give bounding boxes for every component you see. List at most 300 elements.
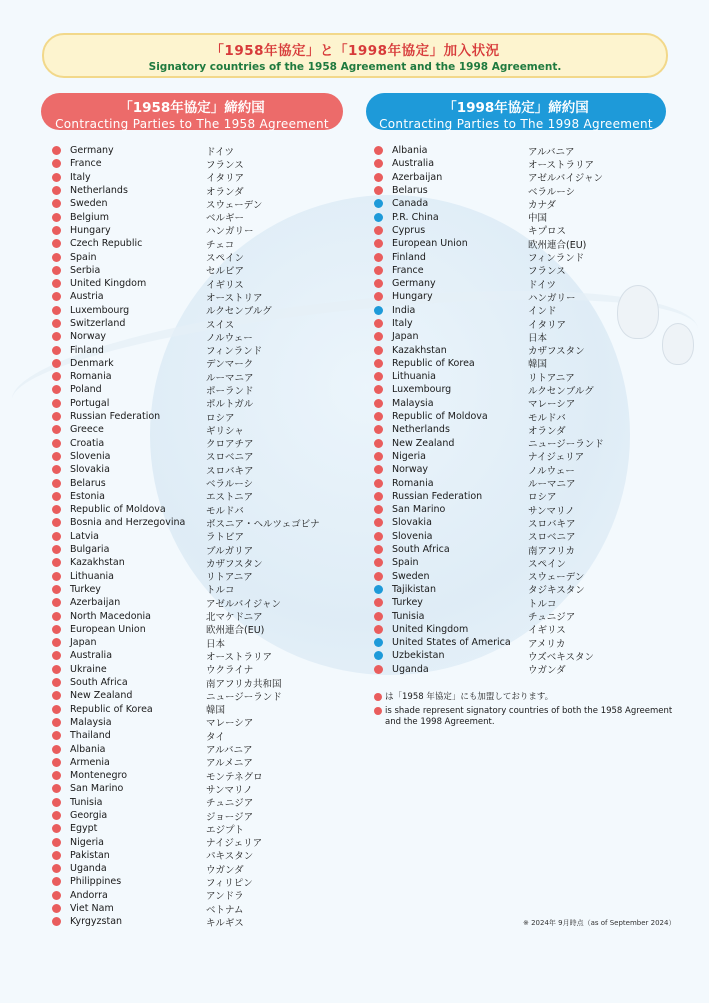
country-name-jp: ルクセンブルグ bbox=[206, 306, 272, 318]
country-row bbox=[374, 663, 604, 676]
country-name-jp: 韓国 bbox=[528, 359, 548, 371]
red-dot-icon bbox=[52, 598, 61, 607]
country-name-en: European Union bbox=[70, 623, 146, 635]
country-name-jp: ベトナム bbox=[206, 904, 244, 916]
country-row bbox=[52, 264, 320, 277]
country-name-en: Lithuania bbox=[70, 570, 115, 582]
country-name-en: Philippines bbox=[70, 876, 122, 888]
red-dot-icon bbox=[374, 532, 383, 541]
red-dot-icon bbox=[374, 479, 383, 488]
country-name-jp: ボスニア・ヘルツェゴビナ bbox=[206, 518, 320, 530]
country-name-en: Albania bbox=[392, 145, 428, 157]
red-dot-icon bbox=[52, 545, 61, 554]
country-row bbox=[374, 530, 604, 543]
red-dot-icon bbox=[374, 452, 383, 461]
country-row bbox=[374, 596, 604, 609]
red-dot-icon bbox=[52, 891, 61, 900]
country-row bbox=[52, 330, 320, 343]
country-name-jp: ロシア bbox=[528, 492, 557, 504]
country-row bbox=[52, 171, 320, 184]
red-dot-icon bbox=[52, 492, 61, 501]
country-name-en: Latvia bbox=[70, 530, 99, 542]
country-name-en: Kazakhstan bbox=[70, 557, 125, 569]
country-row bbox=[52, 437, 320, 450]
country-name-jp: チュニジア bbox=[528, 612, 576, 624]
red-dot-icon bbox=[374, 346, 383, 355]
country-row bbox=[374, 237, 604, 250]
red-dot-icon bbox=[52, 851, 61, 860]
country-row bbox=[52, 649, 320, 662]
right-country-list bbox=[374, 144, 604, 676]
country-name-jp: モンテネグロ bbox=[206, 771, 263, 783]
red-dot-icon bbox=[52, 532, 61, 541]
legend-note-en: is shade represent signatory countries of both the 1958 Agreement and the 1998 Agreement. bbox=[385, 706, 673, 727]
red-dot-icon bbox=[374, 173, 383, 182]
country-name-jp: アンドラ bbox=[206, 891, 244, 903]
country-name-en: Australia bbox=[70, 650, 113, 662]
red-dot-icon bbox=[374, 707, 382, 715]
country-name-jp: スロベニア bbox=[528, 532, 576, 544]
country-name-en: Belarus bbox=[70, 477, 106, 489]
country-row bbox=[52, 596, 320, 609]
legend bbox=[374, 690, 675, 728]
country-row bbox=[52, 383, 320, 396]
country-row bbox=[374, 277, 604, 290]
red-dot-icon bbox=[374, 266, 383, 275]
country-row bbox=[52, 357, 320, 370]
red-dot-icon bbox=[52, 638, 61, 647]
country-row bbox=[374, 410, 604, 423]
red-dot-icon bbox=[374, 572, 383, 581]
country-row bbox=[52, 729, 320, 742]
country-row bbox=[374, 357, 604, 370]
red-dot-icon bbox=[374, 226, 383, 235]
country-row bbox=[374, 649, 604, 662]
country-row bbox=[52, 862, 320, 875]
red-dot-icon bbox=[52, 917, 61, 926]
country-name-en: Egypt bbox=[70, 823, 98, 835]
country-name-jp: 欧州連合(EU) bbox=[528, 239, 587, 251]
country-row bbox=[374, 144, 604, 157]
country-name-en: Azerbaijan bbox=[392, 171, 443, 183]
country-row bbox=[52, 676, 320, 689]
country-name-en: Croatia bbox=[70, 437, 105, 449]
country-name-jp: サンマリノ bbox=[528, 505, 575, 517]
country-row bbox=[52, 250, 320, 263]
country-row bbox=[374, 317, 604, 330]
country-name-en: Kazakhstan bbox=[392, 344, 447, 356]
country-name-jp: カナダ bbox=[528, 199, 557, 211]
red-dot-icon bbox=[52, 838, 61, 847]
country-name-jp: ベラルーシ bbox=[528, 186, 576, 198]
country-name-jp: スペイン bbox=[206, 253, 245, 265]
country-row bbox=[52, 769, 320, 782]
country-name-jp: ハンガリー bbox=[528, 292, 576, 304]
country-name-en: New Zealand bbox=[70, 690, 133, 702]
country-name-en: Spain bbox=[70, 251, 97, 263]
country-name-en: Netherlands bbox=[70, 185, 128, 197]
country-name-jp: スロバキア bbox=[528, 518, 576, 530]
country-name-en: Czech Republic bbox=[70, 238, 143, 250]
country-name-jp: オランダ bbox=[206, 186, 244, 198]
country-name-en: Norway bbox=[70, 331, 107, 343]
country-row bbox=[374, 476, 604, 489]
red-dot-icon bbox=[52, 173, 61, 182]
red-dot-icon bbox=[374, 425, 383, 434]
country-name-en: Sweden bbox=[392, 570, 430, 582]
country-name-jp: 日本 bbox=[528, 332, 548, 344]
country-row bbox=[52, 782, 320, 795]
red-dot-icon bbox=[52, 279, 61, 288]
left-panel-title-jp: 「1958年協定」締約国 bbox=[119, 100, 265, 116]
country-row bbox=[52, 210, 320, 223]
country-name-en: France bbox=[70, 158, 102, 170]
country-name-jp: ジョージア bbox=[206, 811, 254, 823]
country-name-jp: 韓国 bbox=[206, 705, 226, 717]
country-name-jp: デンマーク bbox=[206, 359, 254, 371]
country-name-en: Lithuania bbox=[392, 371, 437, 383]
country-name-en: Sweden bbox=[70, 198, 108, 210]
red-dot-icon bbox=[52, 465, 61, 474]
red-dot-icon bbox=[374, 625, 383, 634]
country-row bbox=[52, 835, 320, 848]
country-name-jp: マレーシア bbox=[528, 399, 576, 411]
red-dot-icon bbox=[52, 359, 61, 368]
country-name-en: Uganda bbox=[70, 863, 107, 875]
country-name-jp: ハンガリー bbox=[206, 226, 254, 238]
country-name-en: France bbox=[392, 264, 424, 276]
country-name-jp: クロアチア bbox=[206, 439, 254, 451]
country-row bbox=[374, 184, 604, 197]
country-name-jp: 欧州連合(EU) bbox=[206, 625, 265, 637]
country-name-jp: リトアニア bbox=[528, 372, 575, 384]
country-name-en: Germany bbox=[70, 145, 114, 157]
country-name-jp: フィンランド bbox=[528, 253, 585, 265]
red-dot-icon bbox=[52, 159, 61, 168]
red-dot-icon bbox=[52, 306, 61, 315]
red-dot-icon bbox=[52, 572, 61, 581]
country-name-jp: カザフスタン bbox=[206, 558, 263, 570]
country-row bbox=[52, 822, 320, 835]
country-row bbox=[52, 609, 320, 622]
red-dot-icon bbox=[374, 146, 383, 155]
country-name-jp: ルーマニア bbox=[528, 479, 576, 491]
country-name-en: Cyprus bbox=[392, 224, 426, 236]
country-row bbox=[374, 224, 604, 237]
country-name-en: San Marino bbox=[392, 504, 446, 516]
red-dot-icon bbox=[52, 253, 61, 262]
country-name-jp: タジキスタン bbox=[528, 585, 585, 597]
country-name-jp: ロシア bbox=[206, 412, 235, 424]
country-row bbox=[52, 503, 320, 516]
country-name-en: South Africa bbox=[392, 544, 450, 556]
country-name-en: Pakistan bbox=[70, 849, 110, 861]
country-name-en: Belarus bbox=[392, 185, 428, 197]
country-name-jp: フィリピン bbox=[206, 877, 253, 889]
red-dot-icon bbox=[52, 705, 61, 714]
red-dot-icon bbox=[52, 452, 61, 461]
country-name-jp: オランダ bbox=[528, 425, 566, 437]
country-row bbox=[52, 702, 320, 715]
red-dot-icon bbox=[374, 239, 383, 248]
country-name-en: Austria bbox=[70, 291, 104, 303]
country-name-jp: モルドバ bbox=[528, 412, 566, 424]
country-name-en: Azerbaijan bbox=[70, 597, 121, 609]
country-name-en: India bbox=[392, 304, 416, 316]
red-dot-icon bbox=[52, 745, 61, 754]
country-name-en: Germany bbox=[392, 278, 436, 290]
red-dot-icon bbox=[374, 505, 383, 514]
country-name-en: Luxembourg bbox=[70, 304, 130, 316]
country-name-en: Republic of Korea bbox=[392, 357, 475, 369]
left-panel-title-pill bbox=[41, 93, 343, 130]
red-dot-icon bbox=[52, 731, 61, 740]
red-dot-icon bbox=[374, 399, 383, 408]
country-row bbox=[52, 144, 320, 157]
country-name-en: Finland bbox=[70, 344, 104, 356]
country-name-jp: イギリス bbox=[528, 625, 566, 637]
country-name-en: Switzerland bbox=[70, 318, 126, 329]
red-dot-icon bbox=[374, 693, 382, 701]
red-dot-icon bbox=[374, 186, 383, 195]
country-name-jp: 南アフリカ共和国 bbox=[206, 678, 282, 690]
country-name-en: Slovenia bbox=[70, 450, 111, 462]
country-name-en: Australia bbox=[392, 158, 435, 170]
country-row bbox=[52, 742, 320, 755]
red-dot-icon bbox=[374, 319, 383, 328]
country-row bbox=[52, 663, 320, 676]
country-name-jp: トルコ bbox=[528, 598, 557, 610]
country-name-jp: ドイツ bbox=[206, 146, 235, 158]
country-name-en: San Marino bbox=[70, 783, 124, 795]
country-name-jp: セルビア bbox=[206, 266, 245, 278]
red-dot-icon bbox=[52, 479, 61, 488]
country-name-en: New Zealand bbox=[392, 437, 455, 449]
red-dot-icon bbox=[52, 505, 61, 514]
country-row bbox=[52, 277, 320, 290]
red-dot-icon bbox=[374, 518, 383, 527]
country-row bbox=[52, 809, 320, 822]
country-name-en: Turkey bbox=[70, 583, 101, 595]
country-name-en: Uzbekistan bbox=[392, 650, 445, 662]
red-dot-icon bbox=[52, 399, 61, 408]
country-name-jp: タイ bbox=[206, 731, 225, 743]
country-row bbox=[52, 636, 320, 649]
country-row bbox=[374, 503, 604, 516]
country-row bbox=[52, 224, 320, 237]
country-row bbox=[374, 370, 604, 383]
hot-air-balloon-icon bbox=[617, 285, 659, 339]
country-name-jp: エストニア bbox=[206, 492, 254, 504]
country-name-en: Tunisia bbox=[70, 796, 103, 808]
country-row bbox=[374, 423, 604, 436]
country-row bbox=[52, 875, 320, 888]
red-dot-icon bbox=[374, 612, 383, 621]
blue-dot-icon bbox=[374, 585, 383, 594]
country-name-jp: エジプト bbox=[206, 824, 245, 836]
country-row bbox=[374, 437, 604, 450]
country-name-jp: アゼルバイジャン bbox=[528, 173, 604, 185]
country-name-jp: ポルトガル bbox=[206, 399, 254, 411]
country-name-en: Norway bbox=[392, 464, 429, 476]
country-row bbox=[52, 756, 320, 769]
country-name-en: Slovenia bbox=[392, 530, 433, 542]
country-name-en: Serbia bbox=[70, 264, 101, 276]
page-header-banner bbox=[42, 33, 668, 78]
red-dot-icon bbox=[374, 558, 383, 567]
country-name-jp: ニュージーランド bbox=[206, 691, 282, 703]
red-dot-icon bbox=[52, 651, 61, 660]
country-row bbox=[374, 343, 604, 356]
red-dot-icon bbox=[52, 186, 61, 195]
red-dot-icon bbox=[374, 665, 383, 674]
country-name-en: Greece bbox=[70, 424, 104, 436]
country-row bbox=[52, 490, 320, 503]
red-dot-icon bbox=[52, 372, 61, 381]
red-dot-icon bbox=[374, 598, 383, 607]
country-name-en: Bulgaria bbox=[70, 544, 110, 556]
country-name-jp: ナイジェリア bbox=[528, 452, 585, 464]
country-row bbox=[374, 450, 604, 463]
country-name-en: Italy bbox=[70, 171, 91, 183]
country-name-en: Romania bbox=[392, 477, 434, 489]
red-dot-icon bbox=[52, 691, 61, 700]
country-row bbox=[374, 250, 604, 263]
country-name-jp: スウェーデン bbox=[528, 572, 585, 584]
country-name-jp: ブルガリア bbox=[206, 545, 254, 557]
country-name-jp: サンマリノ bbox=[206, 784, 253, 796]
blue-dot-icon bbox=[374, 638, 383, 647]
header-title-en: Signatory countries of the 1958 Agreement and the 1998 Agreement. bbox=[148, 61, 562, 73]
country-name-en: Montenegro bbox=[70, 770, 128, 782]
country-name-jp: ノルウェー bbox=[206, 332, 253, 344]
red-dot-icon bbox=[52, 346, 61, 355]
country-row bbox=[374, 210, 604, 223]
legend-note-jp: は「1958 年協定」にも加盟しております。 bbox=[385, 692, 554, 702]
country-name-en: Slovakia bbox=[70, 464, 110, 476]
country-name-jp: スイス bbox=[206, 319, 235, 331]
country-name-en: P.R. China bbox=[392, 211, 439, 223]
red-dot-icon bbox=[52, 319, 61, 328]
blue-dot-icon bbox=[374, 213, 383, 222]
country-name-en: Nigeria bbox=[70, 836, 104, 848]
country-name-en: Andorra bbox=[70, 889, 108, 901]
country-row bbox=[52, 796, 320, 809]
hot-air-balloon-icon bbox=[662, 323, 694, 365]
red-dot-icon bbox=[52, 385, 61, 394]
country-name-jp: ドイツ bbox=[528, 279, 557, 291]
left-country-list bbox=[52, 144, 320, 929]
country-row bbox=[374, 636, 604, 649]
country-name-jp: 日本 bbox=[206, 638, 226, 650]
country-name-en: Russian Federation bbox=[70, 411, 161, 423]
country-row bbox=[374, 516, 604, 529]
country-row bbox=[52, 583, 320, 596]
country-name-jp: キルギス bbox=[206, 917, 244, 929]
country-name-jp: イタリア bbox=[206, 173, 245, 185]
country-name-en: Bosnia and Herzegovina bbox=[70, 517, 186, 529]
country-name-en: Republic of Moldova bbox=[70, 504, 166, 516]
country-name-jp: チュニジア bbox=[206, 798, 254, 810]
country-name-en: Estonia bbox=[70, 490, 105, 502]
country-name-jp: パキスタン bbox=[206, 851, 254, 863]
red-dot-icon bbox=[374, 159, 383, 168]
country-name-en: Romania bbox=[70, 371, 112, 383]
country-row bbox=[52, 556, 320, 569]
country-name-jp: ベルギー bbox=[206, 213, 245, 225]
country-row bbox=[52, 849, 320, 862]
country-name-jp: アゼルバイジャン bbox=[206, 598, 282, 610]
red-dot-icon bbox=[52, 798, 61, 807]
country-name-jp: ノルウェー bbox=[528, 465, 575, 477]
country-row bbox=[52, 157, 320, 170]
country-name-jp: スペイン bbox=[528, 558, 567, 570]
red-dot-icon bbox=[52, 199, 61, 208]
country-name-en: Luxembourg bbox=[392, 384, 452, 396]
country-name-jp: マレーシア bbox=[206, 718, 254, 730]
red-dot-icon bbox=[374, 292, 383, 301]
red-dot-icon bbox=[52, 877, 61, 886]
red-dot-icon bbox=[52, 226, 61, 235]
country-name-jp: リトアニア bbox=[206, 572, 253, 584]
country-name-en: Hungary bbox=[392, 291, 433, 303]
red-dot-icon bbox=[52, 612, 61, 621]
country-row bbox=[52, 889, 320, 902]
blue-dot-icon bbox=[374, 306, 383, 315]
country-row bbox=[374, 383, 604, 396]
country-name-jp: アルバニア bbox=[206, 745, 253, 757]
country-row bbox=[52, 397, 320, 410]
right-panel-title-jp: 「1998年協定」締約国 bbox=[443, 100, 589, 116]
left-panel-title-en: Contracting Parties to The 1958 Agreement bbox=[55, 117, 329, 131]
red-dot-icon bbox=[374, 279, 383, 288]
country-name-en: Albania bbox=[70, 743, 106, 755]
country-name-en: United Kingdom bbox=[70, 278, 147, 290]
red-dot-icon bbox=[52, 239, 61, 248]
country-name-jp: フランス bbox=[206, 159, 244, 171]
blue-dot-icon bbox=[374, 651, 383, 660]
red-dot-icon bbox=[52, 266, 61, 275]
red-dot-icon bbox=[374, 385, 383, 394]
red-dot-icon bbox=[374, 492, 383, 501]
country-name-jp: ウズベキスタン bbox=[528, 651, 595, 663]
country-name-jp: ルーマニア bbox=[206, 372, 254, 384]
country-name-en: Russian Federation bbox=[392, 490, 483, 502]
red-dot-icon bbox=[52, 292, 61, 301]
country-name-jp: ルクセンブルグ bbox=[528, 386, 594, 397]
country-name-en: Poland bbox=[70, 384, 102, 396]
country-name-en: Japan bbox=[392, 331, 419, 343]
red-dot-icon bbox=[52, 518, 61, 527]
country-name-en: North Macedonia bbox=[70, 610, 152, 622]
country-name-jp: カザフスタン bbox=[528, 346, 585, 358]
country-row bbox=[52, 237, 320, 250]
country-row bbox=[52, 623, 320, 636]
country-row bbox=[52, 450, 320, 463]
country-name-en: United States of America bbox=[392, 637, 511, 649]
red-dot-icon bbox=[374, 439, 383, 448]
country-row bbox=[374, 290, 604, 303]
country-row bbox=[52, 184, 320, 197]
country-name-jp: フィンランド bbox=[206, 346, 263, 358]
red-dot-icon bbox=[374, 332, 383, 341]
country-row bbox=[52, 476, 320, 489]
country-name-jp: モルドバ bbox=[206, 505, 244, 517]
country-name-en: Viet Nam bbox=[70, 903, 114, 915]
red-dot-icon bbox=[52, 758, 61, 767]
right-panel-title-en: Contracting Parties to The 1998 Agreement bbox=[379, 117, 653, 131]
country-name-jp: ラトビア bbox=[206, 532, 245, 544]
